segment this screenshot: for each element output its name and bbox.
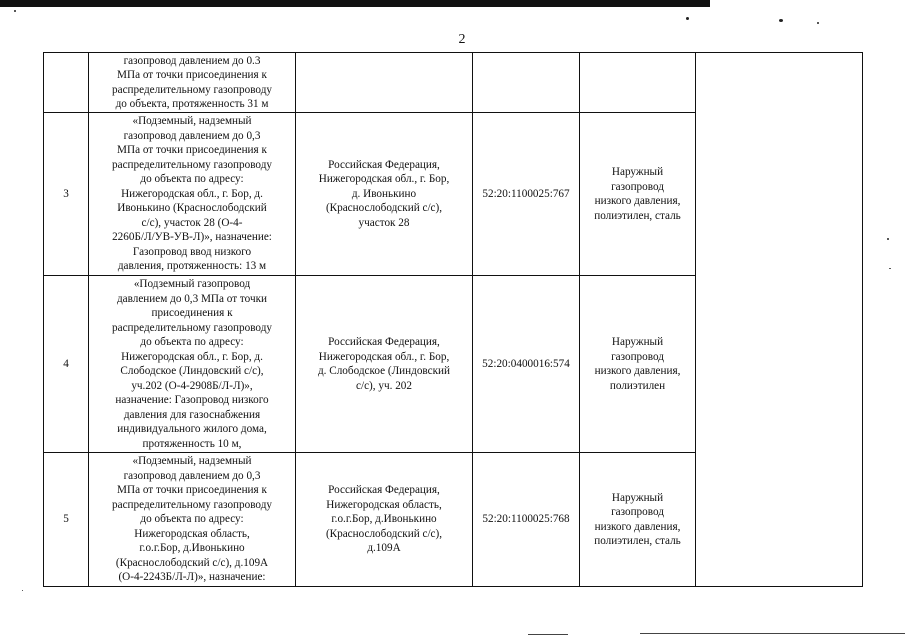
cadastral-number-cell [473, 113, 580, 276]
row-number-cell [44, 113, 89, 276]
object-description: газопровод давлением до 0.3 МПа от точки присоединения к распределительному газопроводу до объекта, протяженность 31 м [112, 54, 272, 110]
row-number: 3 [63, 187, 69, 200]
scan-mark [640, 633, 905, 634]
object-address-cell [296, 276, 473, 453]
object-description: «Подземный, надземный газопровод давлением до 0,3 МПа от точки присоединения к распределительному газопроводу до объекта по адресу: Нижегородская область, г.о.г.Бор, д.Ивонькино (Краснослободский с/с), д.109А (О-4-2243Б/Л-Л)», назначение: [112, 455, 272, 584]
cadastral-number-cell [473, 276, 580, 453]
object-description-cell [89, 276, 296, 453]
blank-column-cell [696, 53, 863, 587]
object-characteristics-cell [580, 453, 696, 587]
row-number-cell [44, 276, 89, 453]
object-characteristics: Наружный газопровод низкого давления, полиэтилен [594, 336, 681, 392]
top-scan-rule [0, 0, 710, 7]
object-address-cell [296, 113, 473, 276]
object-description: «Подземный газопровод давлением до 0,3 МПа от точки присоединения к распределительному газопроводу до объекта по адресу: Нижегородская обл., г. Бор, д. Слободское (Линдовский с/с), уч.202 (О-4-2908Б/Л-Л)», назначение: Газопровод низкого давления для газоснабжения индивидуального жилого дома, протяженность 10 м, [112, 278, 272, 450]
page-number: 2 [458, 32, 466, 47]
scan-speck [817, 22, 819, 24]
object-characteristics: Наружный газопровод низкого давления, полиэтилен, сталь [594, 166, 681, 222]
object-characteristics-cell [580, 53, 696, 113]
scan-speck [686, 17, 689, 20]
object-description-cell [89, 113, 296, 276]
cadastral-number: 52:20:1100025:768 [482, 513, 570, 526]
cadastral-number: 52:20:0400016:574 [482, 357, 570, 370]
scan-speck [779, 19, 783, 22]
object-address: Российская Федерация, Нижегородская область, г.о.г.Бор, д.Ивонькино (Краснослободский с/с), д.109А [325, 484, 443, 555]
scan-speck [889, 268, 891, 269]
object-address: Российская Федерация, Нижегородская обл., г. Бор, д. Ивонькино (Краснослободский с/с), участок 28 [318, 158, 450, 229]
object-description-cell [89, 53, 296, 113]
object-characteristics: Наружный газопровод низкого давления, полиэтилен, сталь [594, 491, 681, 547]
object-address-cell [296, 53, 473, 113]
scan-mark [528, 634, 568, 635]
cadastral-number-cell [473, 453, 580, 587]
object-description-cell [89, 453, 296, 587]
object-description: «Подземный, надземный газопровод давлением до 0,3 МПа от точки присоединения к распределительному газопроводу до объекта по адресу: Нижегородская обл., г. Бор, д. Ивонькино (Краснослободский с/с), участок 28 (О-4- 2260Б/Л/УВ-УВ-Л)», назначение: Газопровод ввод низкого давления, протяженность: 13 м [112, 115, 272, 273]
row-number-cell [44, 453, 89, 587]
object-address: Российская Федерация, Нижегородская обл., г. Бор, д. Слободское (Линдовский с/с), уч. 202 [317, 336, 451, 392]
object-characteristics-cell [580, 113, 696, 276]
scan-speck [887, 238, 889, 240]
scan-speck [14, 10, 16, 12]
row-number: 5 [63, 513, 69, 526]
cadastral-number-cell [473, 53, 580, 113]
row-number: 4 [63, 357, 69, 370]
table-row [44, 53, 863, 113]
object-address-cell [296, 453, 473, 587]
row-number-cell [44, 53, 89, 113]
objects-table [43, 52, 863, 587]
cadastral-number: 52:20:1100025:767 [482, 187, 570, 200]
object-characteristics-cell [580, 276, 696, 453]
scan-speck [22, 590, 23, 591]
